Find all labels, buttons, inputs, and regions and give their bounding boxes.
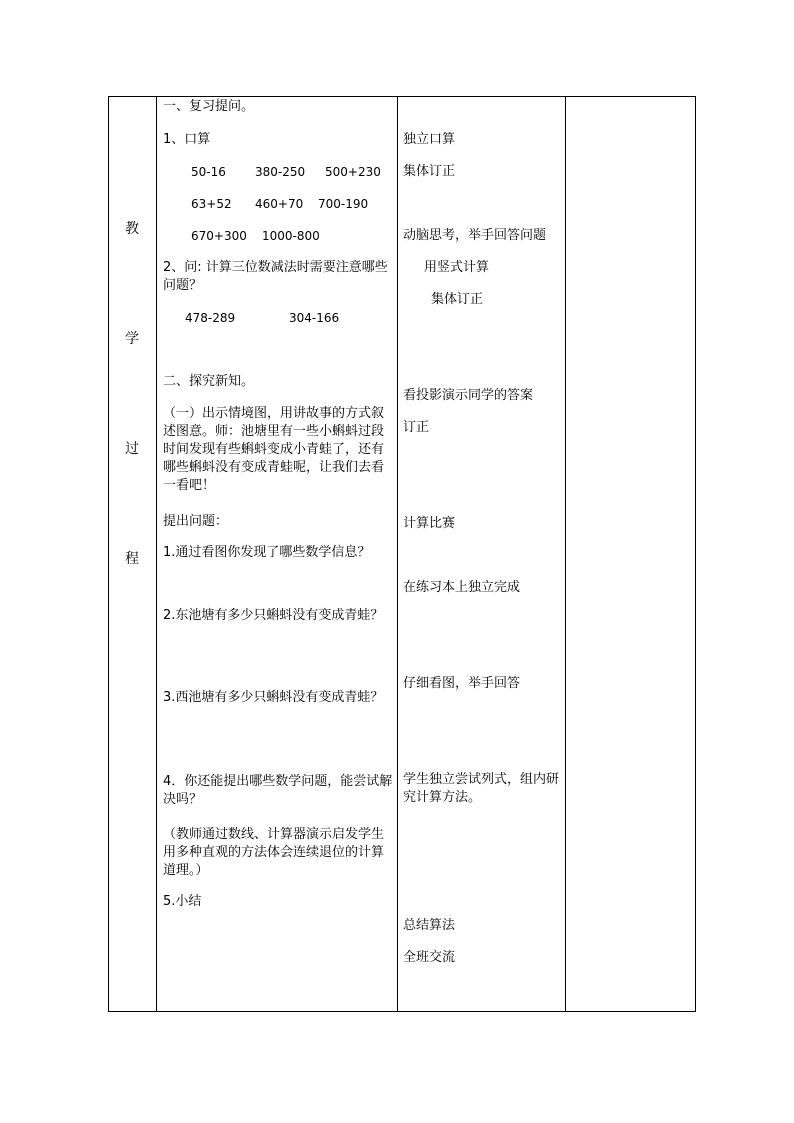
oral-item: 670+300 xyxy=(191,229,247,243)
question-item: 2.东池塘有多少只蝌蚪没有变成青蛙？ xyxy=(163,608,384,623)
student-activity: 订正 xyxy=(403,420,430,435)
side-label-char: 学 xyxy=(125,331,139,347)
student-activity: 用竖式计算 xyxy=(424,260,490,275)
written-calc-item: 304-166 xyxy=(289,311,340,325)
column-divider xyxy=(156,97,157,1011)
oral-calc-heading: 1、口算 xyxy=(163,132,211,147)
side-label-char: 程 xyxy=(125,551,139,567)
student-activity: 学生独立尝试列式，组内研究计算方法。 xyxy=(403,772,560,805)
oral-item: 50-16 xyxy=(191,165,226,179)
oral-item: 1000-800 xyxy=(262,229,320,243)
teacher-note: （教师通过数线、计算器演示启发学生用多种直观的方法体会连续退位的计算道理。） xyxy=(163,827,385,878)
column-divider xyxy=(397,97,398,1011)
question-item: 1.通过看图你发现了哪些数学信息？ xyxy=(163,545,371,560)
student-activity: 全班交流 xyxy=(403,950,456,965)
question-item: 3.西池塘有多少只蝌蚪没有变成青蛙？ xyxy=(163,690,384,705)
student-activity: 在练习本上独立完成 xyxy=(403,580,521,595)
explore-heading: 二、探究新知。 xyxy=(163,374,255,389)
side-label-char: 教 xyxy=(125,221,139,237)
student-activity: 动脑思考，举手回答问题 xyxy=(403,228,547,243)
student-activity: 集体订正 xyxy=(403,164,456,179)
student-activity: 独立口算 xyxy=(403,132,456,147)
written-calc-item: 478-289 xyxy=(185,311,236,325)
student-activity: 计算比赛 xyxy=(403,516,456,531)
question-item: 4．你还能提出哪些数学问题，能尝试解决吗？ xyxy=(163,774,393,807)
student-activity: 总结算法 xyxy=(403,918,456,933)
student-activity: 看投影演示同学的答案 xyxy=(403,388,534,403)
student-activity: 仔细看图，举手回答 xyxy=(403,676,521,691)
oral-item: 380-250 xyxy=(255,165,306,179)
story-paragraph: （一）出示情境图，用讲故事的方式叙述图意。师：池塘里有一些小蝌蚪过段时间发现有些蝌蚪变成小青蛙了，还有哪些蝌蚪没有变成青蛙呢，让我们去看一看吧！ xyxy=(163,406,385,493)
oral-item: 500+230 xyxy=(325,165,381,179)
question-2: 2、问: 计算三位数减法时需要注意哪些问题？ xyxy=(163,260,388,293)
summary-item: 5.小结 xyxy=(163,894,202,909)
oral-item: 460+70 xyxy=(255,197,304,211)
student-activity: 集体订正 xyxy=(431,292,484,307)
review-heading: 一、复习提问。 xyxy=(163,99,255,114)
ask-heading: 提出问题： xyxy=(163,514,229,529)
column-divider xyxy=(565,97,566,1011)
oral-item: 63+52 xyxy=(191,197,232,211)
side-label-char: 过 xyxy=(125,441,139,457)
oral-item: 700-190 xyxy=(318,197,369,211)
